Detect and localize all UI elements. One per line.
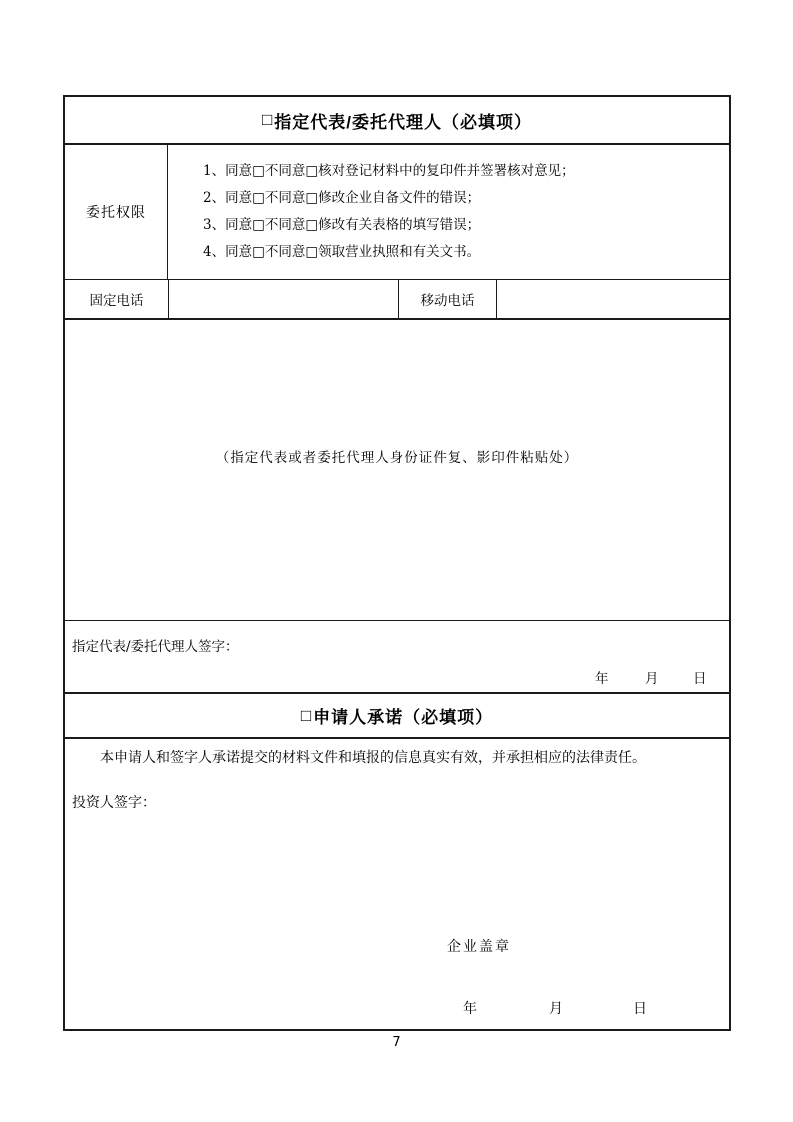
disagree-checkbox[interactable]: □: [305, 244, 319, 260]
mobile-phone-label: 移动电话: [399, 280, 497, 318]
investor-signature-space[interactable]: [72, 819, 722, 924]
registration-form-table: [63, 95, 731, 1031]
agree-checkbox[interactable]: □: [252, 217, 265, 233]
agree-checkbox[interactable]: □: [252, 190, 265, 206]
item-text: 核对登记材料中的复印件并签署核对意见；: [318, 163, 575, 179]
phone-row: [65, 280, 729, 320]
commitment-statement: 本申请人和签字人承诺提交的材料文件和填报的信息真实有效，并承担相应的法律责任。: [100, 750, 646, 766]
month-label: 月: [645, 671, 659, 687]
authority-item-1: [203, 158, 723, 185]
year-label: 年: [595, 671, 609, 687]
item-text: 修改有关表格的填写错误；: [318, 217, 481, 233]
year-label: 年: [463, 1001, 477, 1017]
disagree-label: 不同意: [264, 244, 306, 260]
authority-item-2: [203, 185, 723, 212]
item-text: 领取营业执照和有关文书。: [318, 244, 481, 260]
section2-checkbox[interactable]: □: [300, 705, 313, 725]
investor-signature-label: 投资人签字：: [72, 795, 156, 811]
commitment-row: [65, 739, 729, 1029]
fixed-phone-label: 固定电话: [65, 280, 169, 318]
disagree-checkbox[interactable]: □: [305, 217, 319, 233]
authority-label: 委托权限: [65, 145, 168, 279]
id-paste-area[interactable]: [65, 320, 729, 621]
mobile-phone-input-cell[interactable]: [497, 280, 729, 318]
section2-title: 申请人承诺（必填项）: [313, 708, 494, 727]
representative-signature-label: 指定代表/委托代理人签字：: [72, 639, 239, 655]
section2-header: [65, 694, 729, 739]
day-label: 日: [693, 671, 707, 687]
disagree-label: 不同意: [264, 190, 306, 206]
item-text: 修改企业自备文件的错误；: [318, 190, 481, 206]
day-label: 日: [633, 1001, 647, 1017]
fixed-phone-input-cell[interactable]: [169, 280, 399, 318]
representative-signature-row[interactable]: [65, 621, 729, 694]
item-number: 3、: [203, 217, 226, 233]
page-number: 7: [392, 1035, 401, 1050]
disagree-label: 不同意: [264, 217, 306, 233]
item-number: 4、: [203, 244, 226, 260]
agree-label: 同意: [225, 163, 253, 179]
authority-item-4: [203, 239, 723, 266]
section1-title: 指定代表/委托代理人（必填项）: [274, 112, 532, 132]
agree-checkbox[interactable]: □: [252, 163, 265, 179]
disagree-checkbox[interactable]: □: [305, 190, 319, 206]
authority-items: [168, 145, 729, 279]
disagree-label: 不同意: [264, 163, 306, 179]
item-number: 2、: [203, 190, 226, 206]
agree-label: 同意: [225, 244, 253, 260]
month-label: 月: [549, 1001, 563, 1017]
agree-checkbox[interactable]: □: [252, 244, 265, 260]
authority-row: [65, 145, 729, 280]
item-number: 1、: [203, 163, 226, 179]
id-paste-area-caption: （指定代表或者委托代理人身份证件复、影印件粘贴处）: [215, 450, 579, 466]
agree-label: 同意: [225, 217, 253, 233]
disagree-checkbox[interactable]: □: [305, 163, 319, 179]
section1-checkbox[interactable]: □: [261, 110, 274, 129]
section1-header: [65, 97, 729, 145]
authority-item-3: [203, 212, 723, 239]
agree-label: 同意: [225, 190, 253, 206]
company-seal-label: 企业盖章: [447, 939, 511, 955]
